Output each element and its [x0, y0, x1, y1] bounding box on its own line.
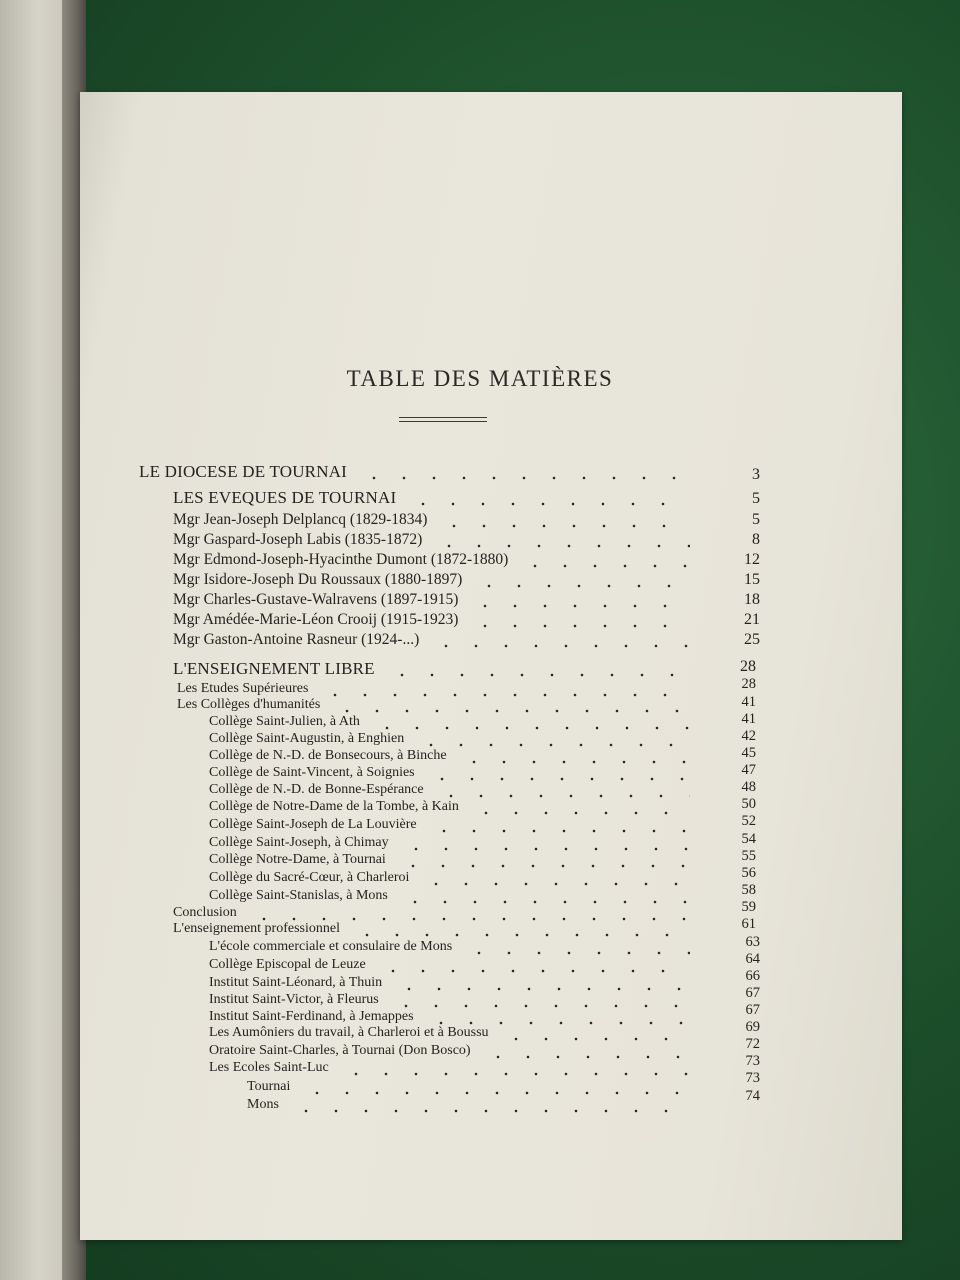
toc-entry-page-number: 8 [752, 531, 760, 548]
toc-entry-page-number: 5 [752, 490, 760, 507]
dot-leader [431, 644, 690, 648]
toc-entry-page-number: 41 [741, 694, 756, 710]
dot-leader [421, 882, 690, 886]
toc-entry-label-institut-saint-ferdinand-a-jemappes: Institut Saint-Ferdinand, à Jemappes [209, 1009, 414, 1024]
toc-entry-label-institut-saint-victor-a-fleurus: Institut Saint-Victor, à Fleurus [209, 992, 379, 1007]
toc-entry-label-college-du-sacre-c-ur-a-charleroi: Collège du Sacré-Cœur, à Charleroi [209, 870, 410, 885]
dot-leader [320, 693, 690, 697]
dot-leader [429, 829, 690, 833]
toc-entry-page-number: 28 [741, 676, 756, 692]
toc-entry-page-number: 21 [744, 611, 760, 628]
dot-leader [249, 917, 690, 921]
toc-entry-page-number: 55 [741, 848, 756, 864]
toc-entry-page-number: 12 [744, 551, 760, 568]
toc-entry-label-conclusion: Conclusion [173, 905, 237, 920]
toc-entry-page-number: 58 [741, 882, 756, 898]
toc-entry-label-college-de-n-d-de-bonne-esperance: Collège de N.-D. de Bonne-Espérance [209, 782, 424, 797]
toc-entry-label-college-saint-julien-a-ath: Collège Saint-Julien, à Ath [209, 714, 360, 729]
dot-leader [474, 584, 690, 588]
toc-entry-page-number: 59 [741, 899, 756, 915]
toc-entry-label-l-ecole-commerciale-et-consulaire-de-mons: L'école commerciale et consulaire de Mons [209, 939, 453, 954]
toc-entry-page-number: 54 [741, 831, 756, 847]
toc-entry-page-number: 69 [745, 1019, 760, 1035]
toc-entry-page-number: 73 [745, 1053, 760, 1069]
toc-entry-page-number: 5 [752, 511, 760, 528]
toc-entry-label-college-saint-stanislas-a-mons: Collège Saint-Stanislas, à Mons [209, 888, 388, 903]
dot-leader [332, 709, 690, 713]
dot-leader [427, 777, 690, 781]
dot-leader [372, 726, 690, 730]
toc-entry-label-college-de-n-d-de-bonsecours-a-binche: Collège de N.-D. de Bonsecours, à Binche [209, 748, 447, 763]
toc-entry-page-number: 74 [745, 1088, 760, 1104]
dot-leader [464, 951, 690, 955]
dot-leader [398, 864, 690, 868]
toc-entry-page-number: 18 [744, 591, 760, 608]
toc-entry-label-l-enseignement-professionnel: L'enseignement professionnel [173, 921, 340, 936]
toc-entry-label-les-colleges-d-humanites: Les Collèges d'humanités [177, 697, 321, 712]
dot-leader [302, 1091, 690, 1095]
toc-entry-page-number: 67 [745, 985, 760, 1001]
toc-entry-page-number: 56 [741, 865, 756, 881]
dot-leader [378, 969, 690, 973]
dot-leader [426, 1021, 690, 1025]
toc-entry-label-oratoire-saint-charles-a-tournai-don-bosco: Oratoire Saint-Charles, à Tournai (Don Bosco) [209, 1043, 471, 1058]
toc-entry-label-institut-saint-leonard-a-thuin: Institut Saint-Léonard, à Thuin [209, 975, 383, 990]
toc-entry-page-number: 73 [745, 1070, 760, 1086]
toc-entry-page-number: 52 [741, 813, 756, 829]
dot-leader [416, 743, 690, 747]
toc-entry-label-le-diocese-de-tournai: LE DIOCESE DE TOURNAI [139, 462, 348, 481]
toc-entry-page-number: 66 [745, 968, 760, 984]
toc-entry-page-number: 72 [745, 1036, 760, 1052]
toc-entry-page-number: 45 [741, 745, 756, 761]
toc-entry-label-les-etudes-superieures: Les Etudes Supérieures [177, 681, 309, 696]
toc-entry-page-number: 47 [741, 762, 756, 778]
dot-leader [359, 476, 690, 480]
dot-leader [520, 564, 690, 568]
toc-entry-label-college-episcopal-de-leuze: Collège Episcopal de Leuze [209, 957, 366, 972]
dot-leader [471, 811, 690, 815]
dot-leader [408, 502, 690, 506]
toc-entry-page-number: 3 [752, 466, 760, 483]
toc-entry-page-number: 25 [744, 631, 760, 648]
dot-leader [436, 794, 690, 798]
dot-leader [501, 1037, 690, 1041]
page-title: TABLE DES MATIÈRES [346, 366, 614, 391]
toc-entry-label-mgr-gaspard-joseph-labis-1835-1872: Mgr Gaspard-Joseph Labis (1835-1872) [173, 531, 423, 548]
toc-entry-label-college-de-saint-vincent-a-soignies: Collège de Saint-Vincent, à Soignies [209, 765, 415, 780]
toc-entry-label-mgr-amedee-marie-leon-crooij-1915-1923: Mgr Amédée-Marie-Léon Crooij (1915-1923) [173, 611, 459, 628]
toc-entry-label-college-saint-joseph-de-la-louviere: Collège Saint-Joseph de La Louvière [209, 817, 417, 832]
dot-leader [341, 1072, 690, 1076]
toc-entry-page-number: 41 [741, 711, 756, 727]
dot-leader [459, 760, 690, 764]
toc-entry-label-mons: Mons [247, 1097, 279, 1112]
toc-entry-label-les-ecoles-saint-luc: Les Ecoles Saint-Luc [209, 1060, 329, 1075]
dot-leader [400, 900, 690, 904]
toc-entry-label-les-eveques-de-tournai: LES EVEQUES DE TOURNAI [173, 488, 397, 507]
dot-leader [391, 1004, 690, 1008]
toc-entry-label-mgr-charles-gustave-walravens-1897-1915: Mgr Charles-Gustave-Walravens (1897-1915) [173, 591, 459, 608]
dot-leader [352, 933, 690, 937]
toc-entry-page-number: 67 [745, 1002, 760, 1018]
dot-leader [439, 524, 690, 528]
toc-entry-page-number: 15 [744, 571, 760, 588]
toc-entry-label-college-saint-augustin-a-enghien: Collège Saint-Augustin, à Enghien [209, 731, 405, 746]
toc-entry-label-mgr-isidore-joseph-du-roussaux-1880-1897: Mgr Isidore-Joseph Du Roussaux (1880-1897) [173, 571, 463, 588]
toc-entry-label-les-aumoniers-du-travail-a-charleroi-et-a-boussu: Les Aumôniers du travail, à Charleroi et à Boussu [209, 1025, 489, 1040]
dot-leader [434, 544, 690, 548]
toc-entry-label-college-notre-dame-a-tournai: Collège Notre-Dame, à Tournai [209, 852, 386, 867]
dot-leader [291, 1109, 690, 1113]
toc-entry-label-mgr-jean-joseph-delplancq-1829-1834: Mgr Jean-Joseph Delplancq (1829-1834) [173, 511, 428, 528]
dot-leader [483, 1055, 690, 1059]
dot-leader [394, 987, 690, 991]
toc-entry-label-l-enseignement-libre: L'ENSEIGNEMENT LIBRE [173, 659, 375, 678]
dot-leader [387, 673, 690, 677]
dot-leader [401, 847, 690, 851]
toc-entry-label-college-saint-joseph-a-chimay: Collège Saint-Joseph, à Chimay [209, 835, 389, 850]
dot-leader [470, 624, 690, 628]
toc-entry-page-number: 48 [741, 779, 756, 795]
toc-entry-label-college-de-notre-dame-de-la-tombe-a-kain: Collège de Notre-Dame de la Tombe, à Kain [209, 799, 459, 814]
toc-entry-page-number: 61 [741, 916, 756, 932]
toc-entry-label-tournai: Tournai [247, 1079, 291, 1094]
toc-entry-page-number: 63 [745, 934, 760, 950]
toc-entry-page-number: 28 [740, 658, 756, 675]
toc-entry-page-number: 64 [745, 951, 760, 967]
toc-entry-label-mgr-edmond-joseph-hyacinthe-dumont-1872-1880: Mgr Edmond-Joseph-Hyacinthe Dumont (1872-1880) [173, 551, 509, 568]
dot-leader [470, 604, 690, 608]
toc-entry-label-mgr-gaston-antoine-rasneur-1924: Mgr Gaston-Antoine Rasneur (1924-...) [173, 631, 420, 648]
toc-entry-page-number: 42 [741, 728, 756, 744]
toc-entry-page-number: 50 [741, 796, 756, 812]
